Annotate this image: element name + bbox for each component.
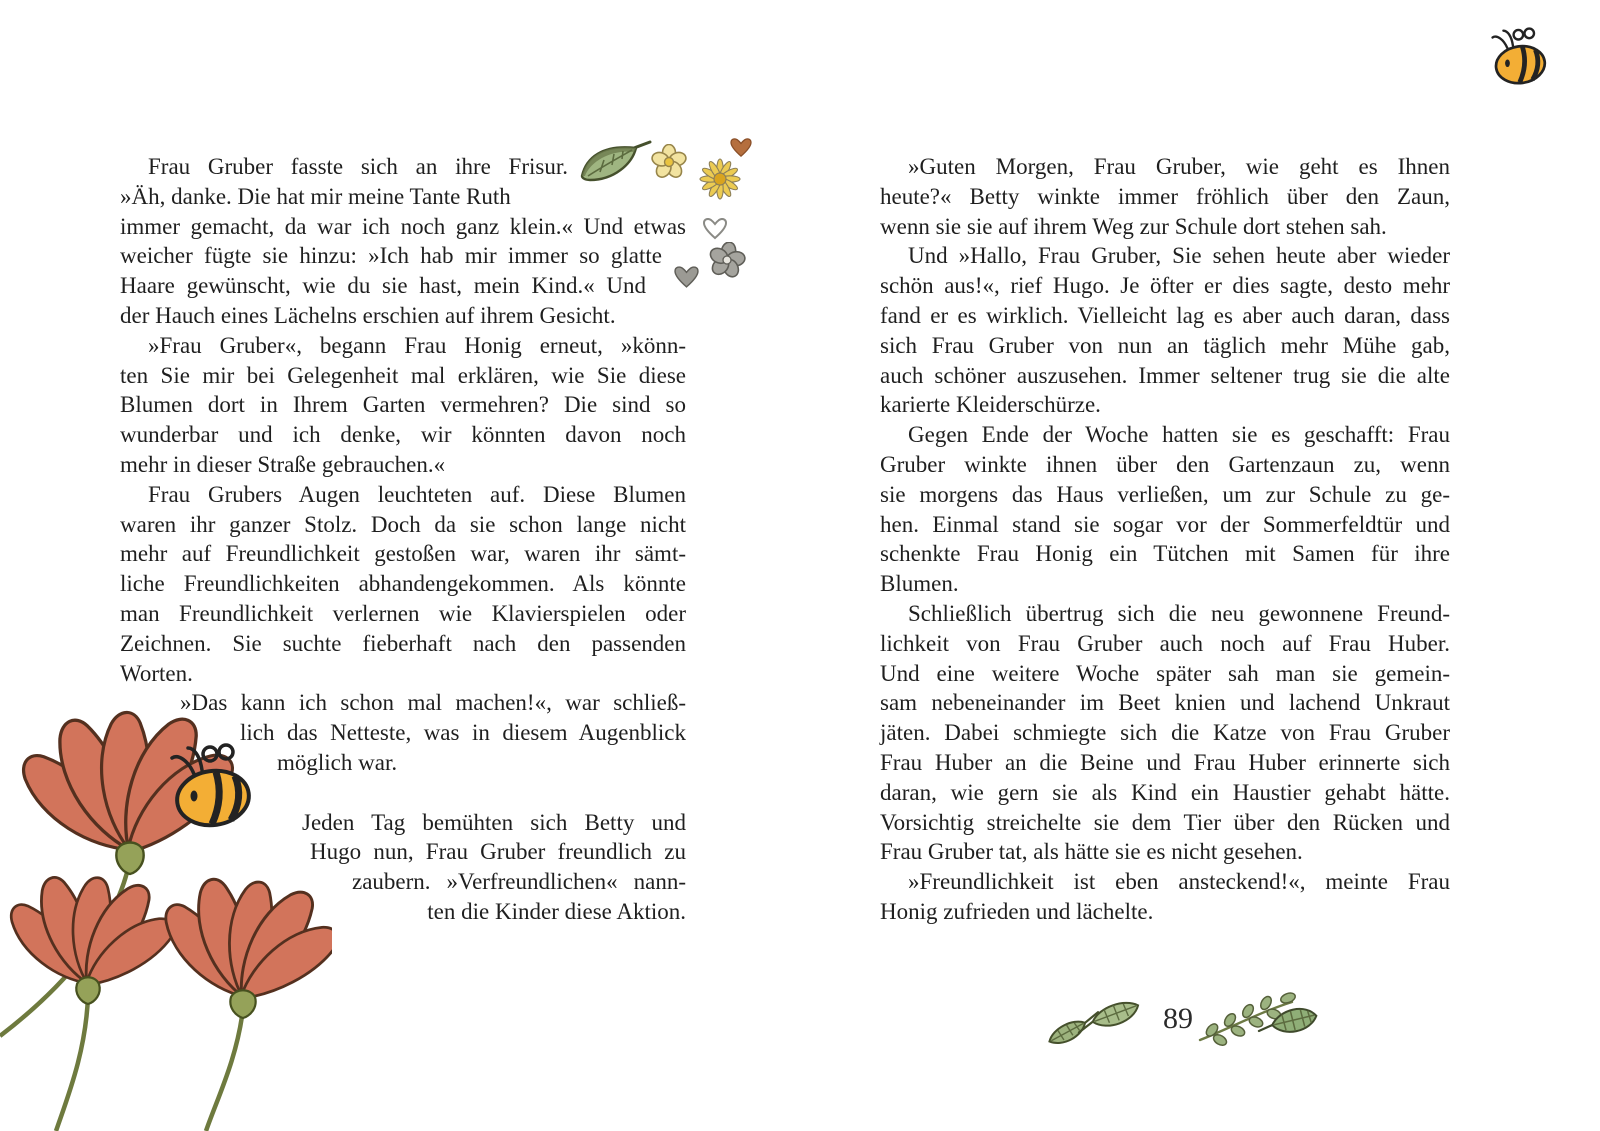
tiny-heart-icon bbox=[730, 138, 752, 158]
text-line: schön aus!«, rief Hugo. Je öfter er dies sagte, desto mehr bbox=[880, 273, 1450, 299]
text-line: Schließlich übertrug sich die neu gewonnene Freund- bbox=[908, 600, 1450, 626]
text-line: Blumen dort in Ihrem Garten vermehren? Die sind so bbox=[120, 392, 686, 418]
text-line: Und »Hallo, Frau Gruber, Sie sehen heute aber wieder bbox=[908, 243, 1450, 269]
sprig-icon bbox=[1196, 988, 1318, 1050]
text-line: Frau Gruber fasste sich an ihre Frisur. bbox=[148, 154, 568, 179]
text-line: Zeichnen. Sie suchte fieberhaft nach den passenden bbox=[120, 630, 686, 656]
text-line: Jeden Tag bemühten sich Betty und bbox=[302, 809, 686, 835]
daisy-icon bbox=[698, 158, 742, 200]
text-line: »Das kann ich schon mal machen!«, war schließ- bbox=[180, 690, 686, 716]
paragraph bbox=[880, 867, 1450, 927]
text-line: Frau Huber an die Beine und Frau Huber erinnerte sich bbox=[880, 749, 1450, 775]
text-line: Honig zufrieden und lächelte. bbox=[880, 898, 1154, 924]
text-line: Gegen Ende der Woche hatten sie es geschafft: Frau bbox=[908, 422, 1450, 448]
text-line: sam nebeneinander im Beet knien und lachend Unkraut bbox=[880, 690, 1450, 716]
text-line: hen. Einmal stand sie sogar vor der Sommerfeldtür und bbox=[880, 511, 1450, 537]
heart-outline-icon bbox=[703, 218, 727, 240]
text-line: möglich war. bbox=[277, 749, 398, 775]
text-line: immer gemacht, da war ich noch ganz klein.« Und etwas bbox=[120, 213, 686, 239]
text-line: man Freundlichkeit verlernen wie Klavierspielen oder bbox=[120, 600, 686, 626]
text-line: »Freundlichkeit ist eben ansteckend!«, meinte Frau bbox=[908, 869, 1450, 895]
text-line: »Frau Gruber«, begann Frau Honig erneut, »könn- bbox=[148, 332, 686, 358]
text-line: sie morgens das Haus verließen, um zur Schule zu ge- bbox=[880, 481, 1450, 507]
text-line: ten Sie mir bei Gelegenheit mal erklären, wie Sie diese bbox=[120, 362, 686, 388]
right-page-text bbox=[880, 152, 1450, 927]
paragraph bbox=[880, 599, 1450, 867]
leaf-pair-icon bbox=[1042, 992, 1150, 1050]
bee-icon bbox=[158, 740, 258, 832]
text-line: Worten. bbox=[120, 660, 193, 686]
text-line: waren ihr ganzer Stolz. Doch da sie schon lange nicht bbox=[120, 511, 686, 537]
text-line: der Hauch eines Lächelns erschien auf ihrem Gesicht. bbox=[120, 302, 616, 328]
text-line: Vorsichtig streichelte sie dem Tier über den Rücken und bbox=[880, 809, 1450, 835]
text-line: zaubern. »Verfreundlichen« nann- bbox=[352, 869, 686, 895]
text-line: lich das Netteste, was in diesem Augenblick bbox=[240, 720, 686, 746]
text-line: sich Frau Gruber von nun an täglich mehr Mühe gab, bbox=[880, 332, 1450, 358]
gray-heart-icon bbox=[674, 266, 699, 289]
text-line: karierte Kleiderschürze. bbox=[880, 392, 1101, 418]
text-line: »Äh, danke. Die hat mir meine Tante Ruth bbox=[120, 183, 511, 209]
paragraph bbox=[880, 152, 1450, 241]
leaf-icon bbox=[578, 136, 652, 184]
text-line: »Guten Morgen, Frau Gruber, wie geht es Ihnen bbox=[908, 154, 1450, 179]
gray-flower-icon bbox=[706, 242, 748, 278]
text-line: jäten. Dabei schmiegte sich die Katze von Frau Gruber bbox=[880, 720, 1450, 746]
paragraph bbox=[880, 420, 1450, 599]
page-number: 89 bbox=[1163, 1002, 1193, 1035]
text-line: Haare gewünscht, wie du sie hast, mein Kind.« Und bbox=[120, 273, 646, 299]
text-line: ten die Kinder diese Aktion. bbox=[427, 898, 686, 924]
text-line: Und eine weitere Woche später sah man sie gemein- bbox=[880, 660, 1450, 686]
text-line: heute?« Betty winkte immer fröhlich über den Zaun, bbox=[880, 183, 1450, 209]
paragraph bbox=[120, 480, 686, 689]
text-line: lichkeit von Frau Gruber auch noch auf Frau Huber. bbox=[880, 630, 1450, 656]
paragraph bbox=[880, 241, 1450, 420]
small-flower-icon bbox=[650, 144, 688, 178]
text-line: Frau Gruber tat, als hätte sie es nicht gesehen. bbox=[880, 839, 1303, 865]
text-line: Blumen. bbox=[880, 571, 959, 597]
text-line: Frau Grubers Augen leuchteten auf. Diese Blumen bbox=[148, 481, 686, 507]
text-line: wunderbar und ich denke, wir könnten davon noch bbox=[120, 422, 686, 448]
bee-icon bbox=[1483, 25, 1551, 88]
text-line: schenkte Frau Honig ein Tütchen mit Samen für ihre bbox=[880, 541, 1450, 567]
text-line: Gruber winkte ihnen über den Gartenzaun zu, wenn bbox=[880, 451, 1450, 477]
text-line: mehr in dieser Straße gebrauchen.« bbox=[120, 451, 446, 477]
paragraph bbox=[120, 331, 686, 480]
text-line: fand er es wirklich. Vielleicht lag es aber auch daran, dass bbox=[880, 302, 1450, 328]
text-line: daran, wie gern sie als Kind ein Haustier gehabt hätte. bbox=[880, 779, 1450, 805]
text-line: Hugo nun, Frau Gruber freundlich zu bbox=[310, 839, 686, 865]
text-line: liche Freundlichkeiten abhandengekommen. Als könnte bbox=[120, 571, 686, 597]
text-line: wenn sie sie auf ihrem Weg zur Schule dort stehen sah. bbox=[880, 213, 1387, 239]
text-line: weicher fügte sie hinzu: »Ich hab mir immer so glatte bbox=[120, 243, 662, 269]
text-line: auch schöner auszusehen. Immer seltener trug sie die alte bbox=[880, 362, 1450, 388]
text-line: mehr auf Freundlichkeit gestoßen war, waren ihr sämt- bbox=[120, 541, 686, 567]
